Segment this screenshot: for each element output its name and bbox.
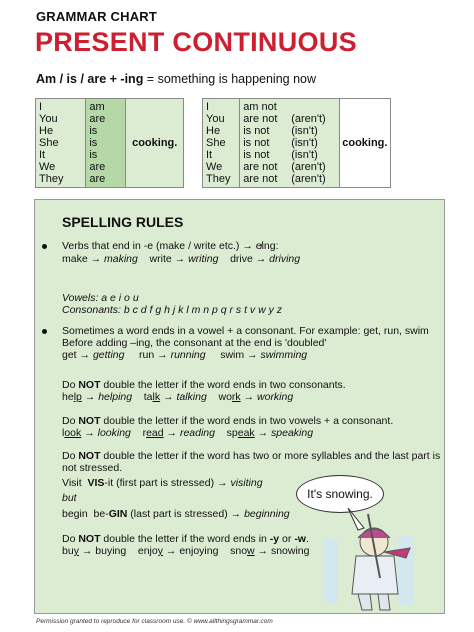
verb-be: are bbox=[89, 173, 106, 185]
pronoun: You bbox=[206, 113, 225, 125]
rule1-text: Verbs that end in -e (make / write etc.) → e̸ing: bbox=[62, 240, 279, 252]
bullet-icon bbox=[42, 244, 47, 249]
contraction: (aren't) bbox=[291, 113, 326, 125]
rule2-text: Sometimes a word ends in a vowel + a consonant. For example: get, run, swim bbox=[62, 325, 429, 337]
rule3-examples: help → helping talk → talking work → working bbox=[62, 391, 294, 403]
verb-neg: is not bbox=[243, 125, 270, 137]
rule1-examples: make → making write → writing drive → driving bbox=[62, 253, 301, 265]
vowels-list: Vowels: a e i o u bbox=[62, 292, 139, 304]
formula-line bbox=[36, 72, 316, 86]
rule5-but: but bbox=[62, 492, 77, 504]
verb-be: am bbox=[89, 101, 105, 113]
verb-be: is bbox=[89, 137, 98, 149]
verb-neg: is not bbox=[243, 137, 270, 149]
pronoun: We bbox=[206, 161, 223, 173]
formula-bold: Am / is / are + -ing bbox=[36, 72, 144, 86]
rule4-text: Do NOT double the letter if the word ends in two vowels + a consonant. bbox=[62, 415, 394, 427]
rule4-examples: look → looking read → reading speak → speaking bbox=[62, 427, 314, 439]
negative-verb-row bbox=[243, 125, 336, 137]
rule2-examples: get → getting run → running swim → swimming bbox=[62, 349, 308, 361]
snowman-shoveling-icon bbox=[318, 508, 428, 616]
copyright-footer: Permission granted to reproduce for classroom use. © www.allthingsgrammar.com bbox=[36, 618, 273, 625]
negative-verbs bbox=[240, 99, 340, 188]
pronoun: It bbox=[39, 149, 46, 161]
verb-be: is bbox=[89, 125, 98, 137]
negative-pronouns bbox=[203, 99, 240, 188]
verb-neg: am not bbox=[243, 101, 277, 113]
pronoun: She bbox=[206, 137, 226, 149]
pronoun: He bbox=[39, 125, 54, 137]
speech-bubble: It's snowing. bbox=[296, 475, 384, 513]
pronoun: He bbox=[206, 125, 221, 137]
negative-ing: cooking. bbox=[339, 99, 390, 188]
rule5-text-b: not stressed. bbox=[62, 462, 123, 474]
spelling-heading: SPELLING RULES bbox=[62, 214, 184, 230]
pronoun: I bbox=[206, 101, 210, 113]
affirmative-ing: cooking. bbox=[126, 99, 184, 188]
bullet-icon bbox=[42, 329, 47, 334]
affirmative-verbs bbox=[86, 99, 126, 188]
pronoun: I bbox=[39, 101, 43, 113]
rule3-text: Do NOT double the letter if the word ends in two consonants. bbox=[62, 379, 346, 391]
rule5-text: Do NOT double the letter if the word has two or more syllables and the last part is bbox=[62, 450, 441, 462]
contraction: (aren't) bbox=[291, 161, 326, 173]
contraction: (isn't) bbox=[291, 137, 318, 149]
verb-neg: are not bbox=[243, 113, 278, 125]
pronoun: It bbox=[206, 149, 213, 161]
verb-neg: are not bbox=[243, 173, 278, 185]
verb-be: are bbox=[89, 161, 106, 173]
rule5-visit: Visit VIS-it (first part is stressed) → visiting bbox=[62, 477, 263, 489]
pronoun: They bbox=[206, 173, 231, 185]
pronoun: She bbox=[39, 137, 59, 149]
contraction: (isn't) bbox=[291, 149, 318, 161]
pronoun: You bbox=[39, 113, 58, 125]
contraction: (aren't) bbox=[291, 173, 326, 185]
consonants-list: Consonants: b c d f g h j k l m n p q r s t v w y z bbox=[62, 304, 283, 316]
negative-verb-row bbox=[243, 173, 336, 185]
verb-neg: is not bbox=[243, 149, 270, 161]
rule6-examples: buy → buying enjoy → enjoying snow → snowing bbox=[62, 545, 310, 557]
negative-verb-row bbox=[243, 161, 336, 173]
negative-verb-row bbox=[243, 149, 336, 161]
chart-subtitle: GRAMMAR CHART bbox=[36, 9, 158, 24]
verb-be: is bbox=[89, 149, 98, 161]
negative-verb-row bbox=[243, 113, 336, 125]
verb-neg: are not bbox=[243, 161, 278, 173]
rule6-text: Do NOT double the letter if the word ends in -y or -w. bbox=[62, 533, 309, 545]
pronoun: They bbox=[39, 173, 64, 185]
pronoun: We bbox=[39, 161, 56, 173]
negative-verb-row bbox=[243, 101, 336, 113]
rule5-begin: begin be-GIN (last part is stressed) → beginning bbox=[62, 508, 290, 520]
affirmative-pronouns bbox=[36, 99, 86, 188]
contraction: (isn't) bbox=[291, 125, 318, 137]
negative-table bbox=[202, 98, 391, 188]
affirmative-table bbox=[35, 98, 184, 188]
negative-verb-row bbox=[243, 137, 336, 149]
chart-title: PRESENT CONTINUOUS bbox=[35, 27, 357, 57]
rule2-text-b: Before adding –ing, the consonant at the end is 'doubled' bbox=[62, 337, 327, 349]
verb-be: are bbox=[89, 113, 106, 125]
formula-rest: = something is happening now bbox=[143, 72, 317, 86]
